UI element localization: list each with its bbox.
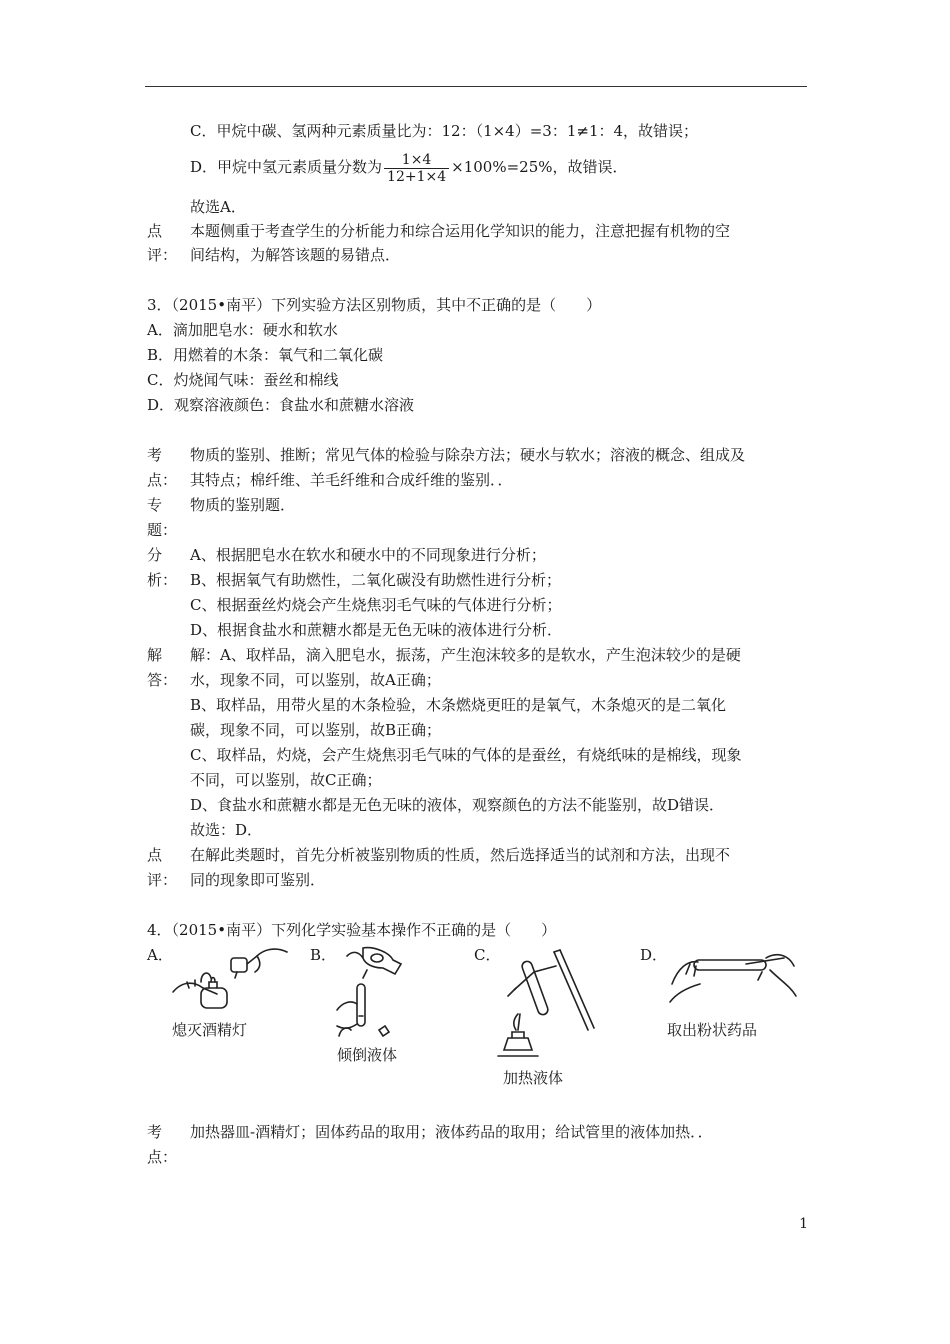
knowledge-text: 其特点；棉纤维、羊毛纤维和合成纤维的鉴别．． <box>190 471 513 489</box>
analysis-line: A、根据肥皂水在软水和硬水中的不同现象进行分析； <box>190 546 546 564</box>
review-label: 点 <box>147 222 163 240</box>
review-text: 间结构，为解答该题的易错点． <box>190 246 401 264</box>
analysis-label: 分 <box>147 546 163 564</box>
review-label: 点 <box>147 846 163 864</box>
option-letter-d: D． <box>640 946 668 964</box>
caption-d: 取出粉状药品 <box>667 1021 758 1039</box>
analysis-line: C、根据蚕丝灼烧会产生烧焦羽毛气味的气体进行分析； <box>190 596 562 614</box>
solution-line: 不同，可以鉴别，故C正确； <box>190 771 382 789</box>
caption-c: 加热液体 <box>503 1069 564 1087</box>
extinguish-lamp-illustration <box>165 944 295 1014</box>
review-label: 评： <box>147 871 178 889</box>
review-label: 评： <box>147 246 178 264</box>
option-c-explanation: C．甲烷中碳、氢两种元素质量比为：12：（1×4）=3：1≠1：4，故错误； <box>190 122 699 140</box>
review-text: 同的现象即可鉴别． <box>190 871 326 889</box>
option-letter-c: C． <box>474 946 501 964</box>
caption-b: 倾倒液体 <box>337 1046 398 1064</box>
question-3-option: A．滴加肥皂水：硬水和软水 <box>147 321 338 339</box>
solution-line: 故选：D． <box>190 821 263 839</box>
knowledge-label: 点： <box>147 471 178 489</box>
topic-text: 物质的鉴别题． <box>190 496 296 514</box>
fraction: $\frac{1\times 4}{12+1\times 4}$ <box>384 152 449 185</box>
solution-label: 解 <box>147 646 163 664</box>
answer-choice: 故选A． <box>190 198 246 216</box>
knowledge-label: 点： <box>147 1148 178 1166</box>
knowledge-label: 考 <box>147 446 163 464</box>
option-letter-b: B． <box>310 946 337 964</box>
solution-label: 答： <box>147 671 178 689</box>
analysis-line: D、根据食盐水和蔗糖水都是无色无味的液体进行分析． <box>190 621 563 639</box>
analysis-line: B、根据氧气有助燃性，二氧化碳没有助燃性进行分析； <box>190 571 562 589</box>
knowledge-label: 考 <box>147 1123 163 1141</box>
solution-line: D、食盐水和蔗糖水都是无色无味的液体，观察颜色的方法不能鉴别，故D错误． <box>190 796 725 814</box>
question-4-stem: 4．（2015•南平）下列化学实验基本操作不正确的是（ ） <box>147 921 557 939</box>
caption-a: 熄灭酒精灯 <box>172 1021 248 1039</box>
review-text: 在解此类题时，首先分析被鉴别物质的性质，然后选择适当的试剂和方法，出现不 <box>190 846 731 864</box>
solution-line: 解：A、取样品，滴入肥皂水，振荡，产生泡沫较多的是软水，产生泡沫较少的是硬 <box>190 646 741 664</box>
solution-line: 水，现象不同，可以鉴别，故A正确； <box>190 671 441 689</box>
pour-liquid-illustration <box>333 944 413 1044</box>
page-number: 1 <box>799 1216 808 1232</box>
question-3-stem: 3．（2015•南平）下列实验方法区别物质，其中不正确的是（ ） <box>147 296 602 314</box>
topic-label: 专 <box>147 496 163 514</box>
review-text: 本题侧重于考查学生的分析能力和综合运用化学知识的能力，注意把握有机物的空 <box>190 222 731 240</box>
question-3-option: D．观察溶液颜色：食盐水和蔗糖水溶液 <box>147 396 415 414</box>
option-letter-a: A． <box>147 946 173 964</box>
knowledge-text: 加热器皿-酒精灯；固体药品的取用；液体药品的取用；给试管里的液体加热．． <box>190 1123 713 1141</box>
solution-line: C、取样品，灼烧，会产生烧焦羽毛气味的气体的是蚕丝，有烧纸味的是棉线，现象 <box>190 746 742 764</box>
option-d-explanation: D．甲烷中氢元素质量分数为 $\frac{1\times 4}{12+1\times 4}$ ×100%=25%，故错误． <box>190 151 628 185</box>
header-rule <box>145 86 807 87</box>
question-3-option: C．灼烧闻气味：蚕丝和棉线 <box>147 371 339 389</box>
take-powder-illustration <box>666 944 800 1014</box>
solution-line: 碳，现象不同，可以鉴别，故B正确； <box>190 721 442 739</box>
question-3-option: B．用燃着的木条：氧气和二氧化碳 <box>147 346 384 364</box>
topic-label: 题： <box>147 521 178 539</box>
knowledge-text: 物质的鉴别、推断；常见气体的检验与除杂方法；硬水与软水；溶液的概念、组成及 <box>190 446 746 464</box>
analysis-label: 析： <box>147 571 178 589</box>
heat-liquid-illustration <box>494 944 604 1064</box>
solution-line: B、取样品，用带火星的木条检验，木条燃烧更旺的是氧气，木条熄灭的是二氧化 <box>190 696 727 714</box>
